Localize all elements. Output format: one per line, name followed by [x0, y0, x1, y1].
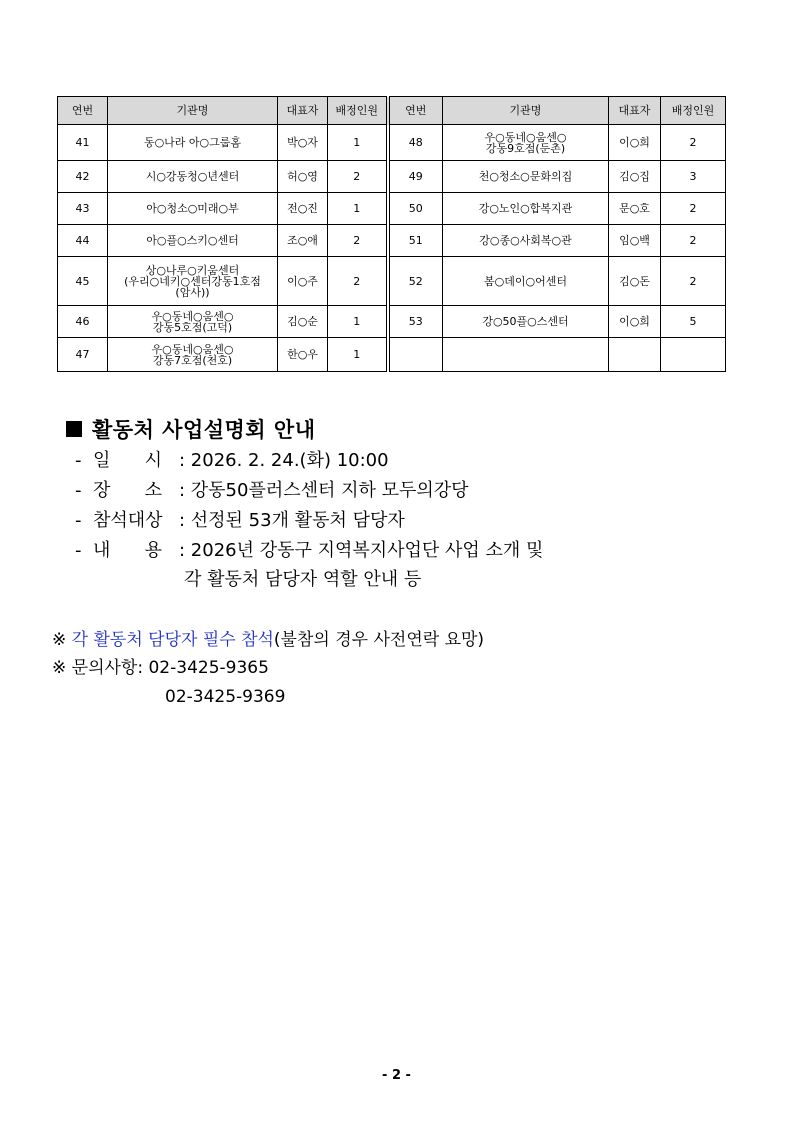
cell-name: 강○50플○스센터 — [443, 306, 609, 338]
cell-rep — [609, 338, 661, 372]
info-label: - 참석대상 — [75, 510, 163, 531]
info-content — [75, 540, 543, 562]
cell-name: 봄○데이○어센터 — [443, 257, 609, 306]
allocation-table — [57, 96, 726, 372]
black-square-icon — [66, 421, 82, 437]
cell-no: 43 — [58, 193, 108, 225]
cell-rep: 허○영 — [278, 161, 328, 193]
info-label: - 장 소 — [75, 480, 163, 501]
note-attendance — [52, 629, 484, 651]
cell-count: 5 — [661, 306, 726, 338]
contact-label: 문의사항: — [71, 658, 144, 678]
cell-no: 41 — [58, 125, 108, 161]
cell-name — [443, 338, 609, 372]
cell-name: 시○강동청○년센터 — [108, 161, 278, 193]
phone-2: 02-3425-9369 — [165, 687, 286, 707]
phone-1: 02-3425-9365 — [148, 658, 269, 678]
cell-rep: 전○진 — [278, 193, 328, 225]
header-rep-2: 대표자 — [609, 97, 661, 125]
cell-no — [388, 338, 443, 372]
cell-rep: 김○돈 — [609, 257, 661, 306]
table-row — [58, 257, 726, 306]
attendance-note: (불참의 경우 사전연락 요망) — [273, 630, 485, 650]
table-row — [58, 306, 726, 338]
cell-name: 동○나라 아○그룹홈 — [108, 125, 278, 161]
cell-rep: 박○자 — [278, 125, 328, 161]
cell-no: 48 — [388, 125, 443, 161]
cell-name: 우○동네○움센○ 강동5호점(고덕) — [108, 306, 278, 338]
cell-count: 2 — [661, 257, 726, 306]
cell-no: 52 — [388, 257, 443, 306]
table-header-row — [58, 97, 726, 125]
info-content-cont — [184, 569, 421, 591]
section-heading — [66, 414, 315, 444]
attendance-required: 각 활동처 담당자 필수 참석 — [71, 630, 274, 650]
page-number: - 2 - — [382, 1068, 411, 1083]
cell-rep: 임○백 — [609, 225, 661, 257]
info-label: - 내 용 — [75, 540, 163, 561]
cell-count: 2 — [328, 225, 388, 257]
cell-rep: 이○희 — [609, 125, 661, 161]
info-date — [75, 450, 389, 472]
cell-name: 아○플○스키○센터 — [108, 225, 278, 257]
info-place — [75, 480, 469, 502]
info-value: 각 활동처 담당자 역할 안내 등 — [184, 569, 422, 590]
header-name-1: 기관명 — [108, 97, 278, 125]
cell-count: 2 — [328, 257, 388, 306]
note-contact-2 — [165, 686, 285, 708]
info-value: : 2026. 2. 24.(화) 10:00 — [179, 450, 389, 471]
cell-name: 강○종○사회복○관 — [443, 225, 609, 257]
cell-rep: 김○집 — [609, 161, 661, 193]
cell-rep: 한○우 — [278, 338, 328, 372]
cell-rep: 문○호 — [609, 193, 661, 225]
cell-rep: 이○주 — [278, 257, 328, 306]
note-contact — [52, 657, 269, 679]
cell-no: 45 — [58, 257, 108, 306]
header-no-2: 연번 — [388, 97, 443, 125]
cell-count: 2 — [661, 125, 726, 161]
cell-count — [661, 338, 726, 372]
cell-count: 1 — [328, 306, 388, 338]
cell-no: 53 — [388, 306, 443, 338]
reference-mark: ※ — [52, 658, 67, 678]
cell-no: 51 — [388, 225, 443, 257]
cell-no: 47 — [58, 338, 108, 372]
header-count-1: 배정인원 — [328, 97, 388, 125]
cell-name: 우○동네○움센○ 강동7호점(천호) — [108, 338, 278, 372]
cell-count: 1 — [328, 338, 388, 372]
reference-mark: ※ — [52, 630, 67, 650]
cell-count: 2 — [328, 161, 388, 193]
info-value: : 2026년 강동구 지역복지사업단 사업 소개 및 — [179, 540, 544, 561]
cell-no: 42 — [58, 161, 108, 193]
cell-rep: 이○희 — [609, 306, 661, 338]
cell-rep: 김○순 — [278, 306, 328, 338]
cell-name: 천○청소○문화의집 — [443, 161, 609, 193]
header-rep-1: 대표자 — [278, 97, 328, 125]
header-name-2: 기관명 — [443, 97, 609, 125]
section-title: 활동처 사업설명회 안내 — [92, 418, 316, 442]
table-row — [58, 125, 726, 161]
cell-name: 아○청소○미래○부 — [108, 193, 278, 225]
cell-no: 50 — [388, 193, 443, 225]
cell-count: 2 — [661, 193, 726, 225]
info-attendees — [75, 510, 405, 532]
cell-count: 1 — [328, 193, 388, 225]
table-row — [58, 161, 726, 193]
table-row — [58, 193, 726, 225]
cell-rep: 조○애 — [278, 225, 328, 257]
cell-count: 1 — [328, 125, 388, 161]
cell-count: 2 — [661, 225, 726, 257]
header-count-2: 배정인원 — [661, 97, 726, 125]
cell-name: 우○동네○움센○ 강동9호점(둔촌) — [443, 125, 609, 161]
cell-no: 49 — [388, 161, 443, 193]
cell-name: 상○나루○키움센터 (우리○네키○센터강동1호점 (암사)) — [108, 257, 278, 306]
table-row — [58, 225, 726, 257]
cell-no: 46 — [58, 306, 108, 338]
info-value: : 강동50플러스센터 지하 모두의강당 — [179, 480, 469, 501]
cell-count: 3 — [661, 161, 726, 193]
cell-no: 44 — [58, 225, 108, 257]
info-label: - 일 시 — [75, 450, 163, 471]
cell-name: 강○노인○합복지관 — [443, 193, 609, 225]
table-row — [58, 338, 726, 372]
header-no-1: 연번 — [58, 97, 108, 125]
info-value: : 선정된 53개 활동처 담당자 — [179, 510, 405, 531]
